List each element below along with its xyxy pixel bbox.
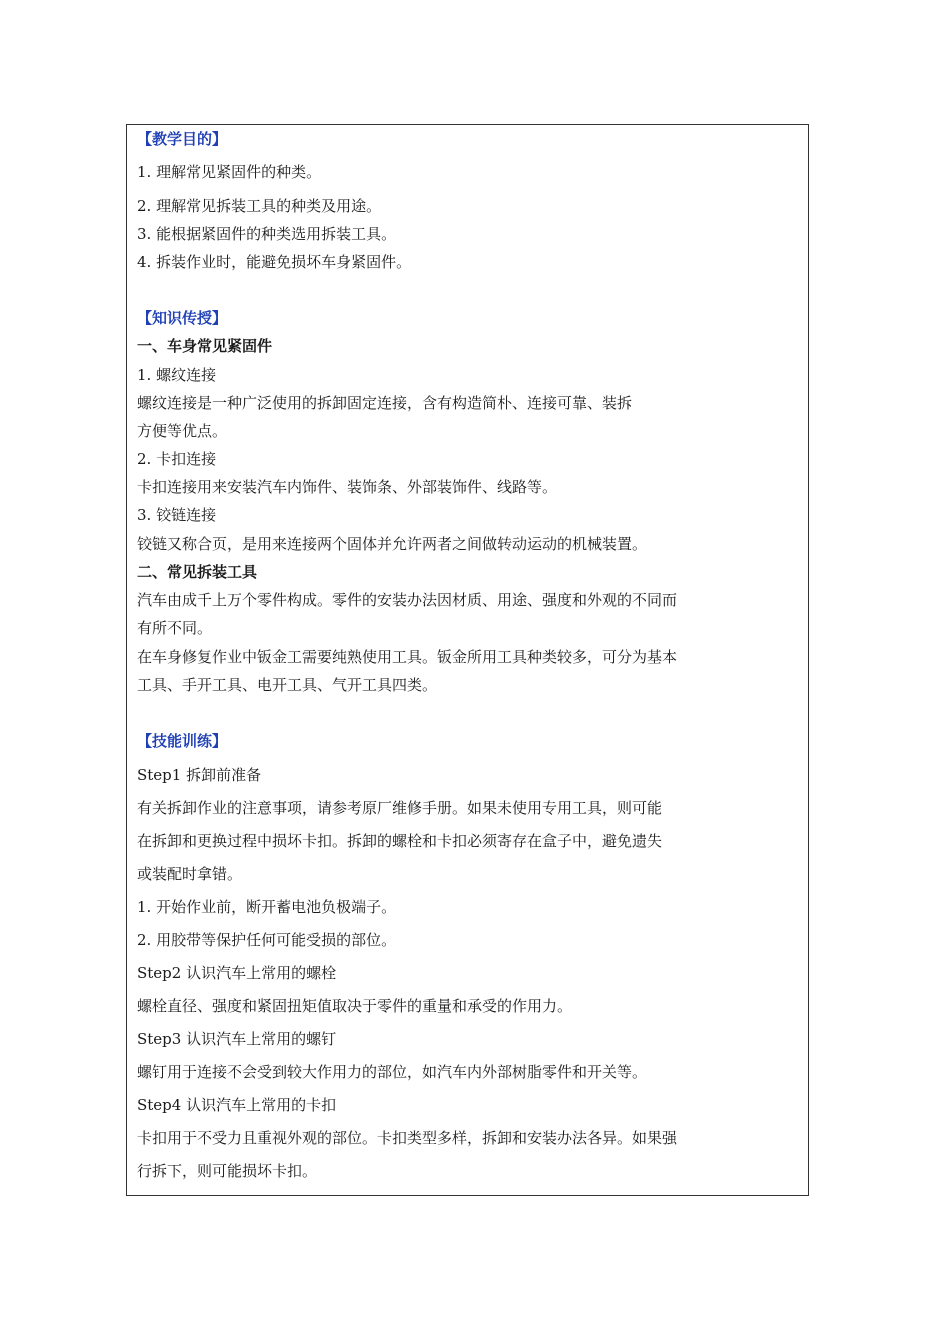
knowledge-line: 工具、手开工具、电开工具、气开工具四类。 — [137, 676, 438, 694]
skill-line: 螺钉用于连接不会受到较大作用力的部位，如汽车内外部树脂零件和开关等。 — [137, 1063, 648, 1081]
knowledge-line: 在车身修复作业中钣金工需要纯熟使用工具。钣金所用工具种类较多，可分为基本 — [137, 648, 678, 666]
objective-line-4: 4. 拆装作业时，能避免损坏车身紧固件。 — [137, 253, 412, 271]
skill-line: 在拆卸和更换过程中损坏卡扣。拆卸的螺栓和卡扣必须寄存在盒子中，避免遗失 — [137, 832, 663, 850]
section-heading-objectives: 【教学目的】 — [137, 130, 228, 148]
section-heading-knowledge: 【知识传授】 — [137, 309, 228, 327]
knowledge-line: 卡扣连接用来安装汽车内饰件、装饰条、外部装饰件、线路等。 — [137, 478, 558, 496]
subheading-tools: 二、常见拆装工具 — [137, 563, 258, 581]
subheading-fasteners: 一、车身常见紧固件 — [137, 337, 273, 355]
knowledge-line: 3. 铰链连接 — [137, 506, 217, 524]
skill-line: Step1 拆卸前准备 — [137, 766, 262, 784]
objective-line-3: 3. 能根据紧固件的种类选用拆装工具。 — [137, 225, 397, 243]
section-heading-skills: 【技能训练】 — [137, 732, 228, 750]
knowledge-line: 汽车由成千上万个零件构成。零件的安装办法因材质、用途、强度和外观的不同而 — [137, 591, 678, 609]
skill-line: 行拆下，则可能损坏卡扣。 — [137, 1162, 318, 1180]
skill-line: 卡扣用于不受力且重视外观的部位。卡扣类型多样，拆卸和安装办法各异。如果强 — [137, 1129, 678, 1147]
skill-line: 2. 用胶带等保护任何可能受损的部位。 — [137, 931, 397, 949]
skill-line: 1. 开始作业前，断开蓄电池负极端子。 — [137, 898, 397, 916]
knowledge-line: 2. 卡扣连接 — [137, 450, 217, 468]
skill-line: 有关拆卸作业的注意事项，请参考原厂维修手册。如果未使用专用工具，则可能 — [137, 799, 663, 817]
knowledge-line: 螺纹连接是一种广泛使用的拆卸固定连接，含有构造简朴、连接可靠、装拆 — [137, 394, 633, 412]
knowledge-line: 铰链又称合页，是用来连接两个固体并允许两者之间做转动运动的机械装置。 — [137, 535, 648, 553]
skill-line: Step3 认识汽车上常用的螺钉 — [137, 1030, 337, 1048]
skill-line: 螺栓直径、强度和紧固扭矩值取决于零件的重量和承受的作用力。 — [137, 997, 573, 1015]
objective-line-2: 2. 理解常见拆装工具的种类及用途。 — [137, 197, 382, 215]
objective-line-1: 1. 理解常见紧固件的种类。 — [137, 163, 322, 181]
knowledge-line: 有所不同。 — [137, 619, 213, 637]
skill-line: Step2 认识汽车上常用的螺栓 — [137, 964, 337, 982]
skill-line: 或装配时拿错。 — [137, 865, 243, 883]
skill-line: Step4 认识汽车上常用的卡扣 — [137, 1096, 337, 1114]
content-frame — [126, 124, 809, 1196]
knowledge-line: 1. 螺纹连接 — [137, 366, 217, 384]
knowledge-line: 方便等优点。 — [137, 422, 228, 440]
